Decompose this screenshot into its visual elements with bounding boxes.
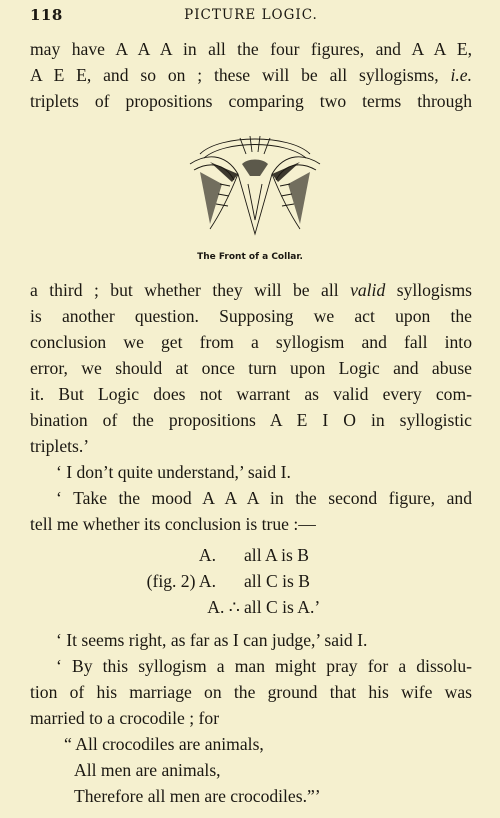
syllogism-text: all A is B [244, 545, 310, 565]
syllogism-text: all C is B [244, 571, 310, 591]
syllogism-label: A. [198, 545, 216, 565]
collar-illustration [180, 124, 330, 244]
text-line: ‘ Take the mood A A A in the second figure, and [56, 488, 472, 508]
text-line: married to a crocodile ; for [30, 708, 220, 728]
text-line: tion of his marriage on the ground that his wife was [30, 682, 472, 702]
text-line: error, we should at once turn upon Logic and abuse [30, 358, 472, 378]
illustration-caption: The Front of a Collar. [197, 252, 303, 262]
text-line: conclusion we get from a syllogism and fall into [30, 332, 472, 352]
text-line: bination of the propositions A E I O in syllogistic [30, 410, 472, 430]
syllogism-label: (fig. 2) A. [146, 571, 216, 591]
text-line: triplets.’ [30, 436, 90, 456]
text-line: is another question. Supposing we act upon the [30, 306, 472, 326]
text-line: ‘ It seems right, as far as I can judge,’ said I. [56, 630, 368, 650]
quote-line: All men are animals, [74, 760, 221, 780]
syllogism-text: all C is A.’ [244, 597, 321, 617]
text-line: ‘ I don’t quite understand,’ said I. [56, 462, 291, 482]
page-number: 118 [30, 6, 63, 24]
quote-line: “ All crocodiles are animals, [64, 734, 264, 754]
text-line: triplets of propositions comparing two terms through [30, 91, 472, 111]
running-title: PICTURE LOGIC. [184, 7, 318, 23]
text-line: tell me whether its conclusion is true :— [30, 514, 316, 534]
text-line: ‘ By this syllogism a man might pray for a dissolu- [56, 656, 472, 676]
text-line: may have A A A in all the four figures, and A A E, [30, 39, 472, 59]
text-line: a third ; but whether they will be all valid syllogisms [30, 280, 472, 300]
text-line: A E E, and so on ; these will be all syllogisms, i.e. [30, 65, 472, 85]
text-line: it. But Logic does not warrant as valid every com- [30, 384, 472, 404]
quote-line: Therefore all men are crocodiles.”’ [74, 786, 321, 806]
syllogism-label: A. ∴ [207, 597, 240, 617]
